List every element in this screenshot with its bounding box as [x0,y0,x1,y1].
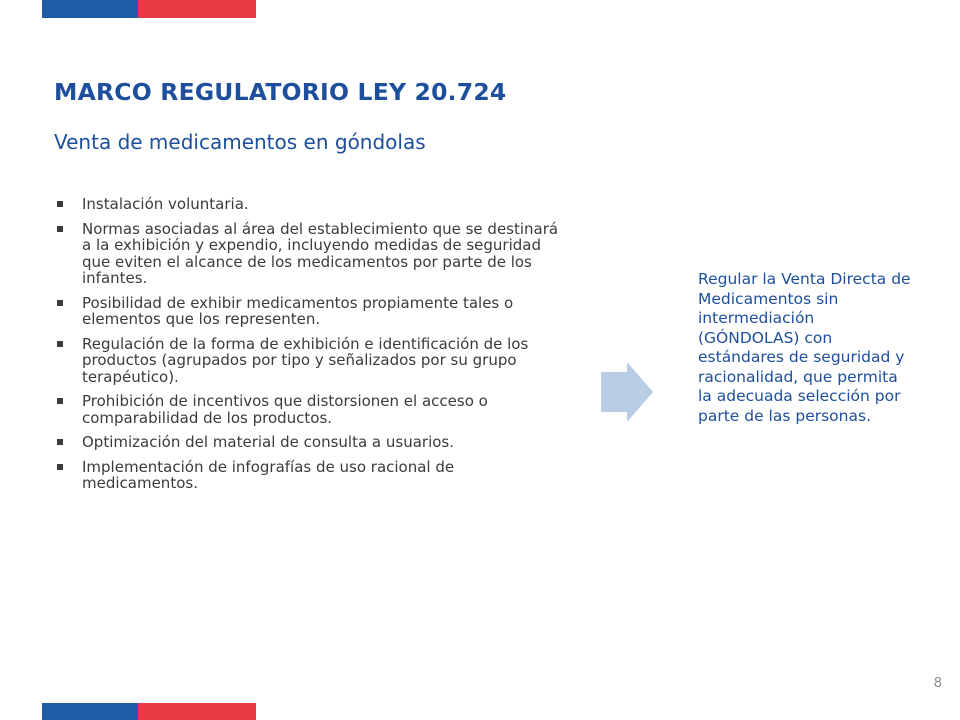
flag-red-segment [138,0,256,18]
bottom-flag-bar [42,703,256,720]
top-flag-bar [42,0,256,18]
bullet-item [54,295,564,328]
square-bullet-icon [57,300,63,306]
bullet-text: Instalación voluntaria. [82,195,249,213]
square-bullet-icon [57,226,63,232]
bullet-text: Regulación de la forma de exhibición e identificación de los productos (agrupados por tipo y señalizados por su grupo terapéutico). [82,334,529,386]
bullet-text: Posibilidad de exhibir medicamentos propiamente tales o elementos que los representen. [82,293,514,328]
bullet-item [54,221,564,287]
conclusion-text: Regular la Venta Directa de Medicamentos sin intermediación (GÓNDOLAS) con estándares de seguridad y racionalidad, que permita la adecuada selección por parte de las personas. [698,270,911,425]
slide-title: MARCO REGULATORIO LEY 20.724 [54,78,507,106]
arrow-right-icon [601,362,653,422]
square-bullet-icon [57,464,63,470]
bullet-text: Implementación de infografías de uso racional de medicamentos. [82,457,455,492]
flag-red-segment [138,703,256,720]
slide-subtitle: Venta de medicamentos en góndolas [54,130,426,154]
square-bullet-icon [57,201,63,207]
bullet-item [54,393,564,426]
square-bullet-icon [57,439,63,445]
bullet-item [54,196,564,213]
flag-blue-segment [42,703,138,720]
bullet-item [54,434,564,451]
bullet-item [54,459,564,492]
bullet-text: Optimización del material de consulta a usuarios. [82,433,455,451]
bullet-item [54,336,564,386]
flag-blue-segment [42,0,138,18]
bullet-text: Prohibición de incentivos que distorsionen el acceso o comparabilidad de los productos. [82,392,488,427]
bullet-text: Normas asociadas al área del establecimiento que se destinará a la exhibición y expendio, incluyendo medidas de seguridad que eviten el alcance de los medicamentos por parte de los infantes. [82,219,559,287]
square-bullet-icon [57,398,63,404]
square-bullet-icon [57,341,63,347]
page-number: 8 [933,676,942,691]
bullet-list [54,196,564,500]
